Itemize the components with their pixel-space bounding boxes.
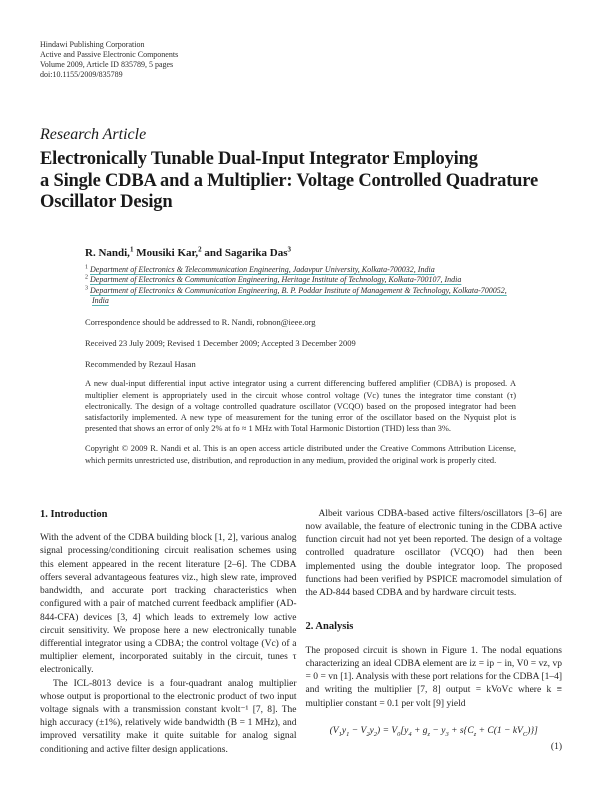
affiliation-3-marker: 3 [85,285,88,292]
introduction-paragraph-2: The ICL-8013 device is a four-quadrant analog multiplier whose output is proportional to the electronic product of two input voltage signals with a transmission constant kvolt⁻¹ [7, 8]. The high accuracy (±1%), relatively wide bandwidth (B = 1 MHz), and improved versatility make it quite suitable for analog signal conditioning and active filter design applications. [40,678,297,755]
equation-1-body: $(V_1y_1 - V_2y_2) = V_0[y_4 + g_z - y_3 + s\{C_z + C(1 - kV_C)\}]$ [329,725,538,738]
introduction-paragraph-3: Albeit various CDBA-based active filters/oscillators [3–6] are now available, the feature of electronic tuning in the CDBA active function circuit had not yet been reported. The design of a voltage controlled quadrature oscillator (VCQO) had then been implemented using the double integrator loop. The proposed functions had been verified by PSPICE macromodel simulation of the AD-844 based CDBA and by hardware circuit tests. [305,508,562,598]
author-name-2: Mousiki Kar, [133,246,199,259]
affiliation-3-link[interactable]: Department of Electronics & Communication Engineering, B. P. Poddar Institute of Management & Technology, Kolkata-700052, India [90,285,507,306]
journal-name: Active and Passive Electronic Components [40,50,179,59]
equation-1-number: (1) [550,741,562,752]
title-line-3: Oscillator Design [40,192,173,213]
affiliation-3 [85,286,516,307]
affiliation-2-link[interactable]: Department of Electronics & Communication Engineering, Heritage Institute of Technology, Kolkata-700107, India [90,275,462,285]
affiliation-list [85,265,516,307]
analysis-paragraph-1: The proposed circuit is shown in Figure 1. The nodal equations characterizing an ideal CDBA element are iz = ip − in, V0 = vz, vp = 0 = vn [1]. Analysis with these port relations for the CDBA [1–4] and writing the multiplier [7, 8] output = kVoVc where k ≡ multiplier constant = 0.1 per volt [9] yield [305,645,562,709]
left-column [40,508,297,757]
body-columns [40,508,562,757]
affiliation-1-link[interactable]: Department of Electronics & Telecommunication Engineering, Jadavpur University, Kolkata-700032, India [90,264,435,274]
author-list [85,247,516,259]
recommended-line: Recommended by Rezaul Hasan [85,359,196,370]
affiliation-2-marker: 2 [85,274,88,281]
correspondence-line [85,317,516,327]
right-column [306,508,563,757]
author-affil-ref-3: 3 [287,245,292,254]
publisher-name: Hindawi Publishing Corporation [40,40,145,49]
author-name-3: and Sagarika Das [201,246,288,259]
affiliation-2 [85,275,516,285]
affiliation-1-marker: 1 [85,264,88,271]
title-line-1: Electronically Tunable Dual-Input Integrator Employing [40,149,478,169]
affiliation-1 [85,265,516,275]
received-line: Received 23 July 2009; Revised 1 December 2009; Accepted 3 December 2009 [85,338,356,349]
publisher-header [40,40,562,80]
correspondence-text: Correspondence should be addressed to R. Nandi, [85,317,257,328]
correspondence-email-link[interactable]: robnon@ieee.org [256,317,316,328]
doi: doi:10.1155/2009/835789 [40,70,123,79]
title-line-2: a Single CDBA and a Multiplier: Voltage Controlled Quadrature [40,170,538,191]
article-type-label: Research Article [40,126,147,143]
introduction-paragraph-1: With the advent of the CDBA building block [1, 2], various analog signal processing/conditioning circuit realisation schemes using this element appeared in the recent literature [2–6]. The CDBA offers several advantageous features viz., high slew rate, improved bandwidth, and accurate port tracking characteristics when configured with a pair of matched current feedback amplifier (AD-844-CFA) devices [3, 4] which leads to extremely low active circuit sensitivity. We propose here a new electronically tunable differential integrator using a CDBA; the control voltage (Vc) of a multiplier element, incorporated suitably in the circuit, tunes τ electronically. [40,533,297,676]
volume-info: Volume 2009, Article ID 835789, 5 pages [40,60,174,69]
author-name-1: R. Nandi, [85,246,130,259]
equation-1 [306,725,563,754]
section-heading-analysis: 2. Analysis [305,621,354,633]
section-heading-introduction: 1. Introduction [40,508,108,520]
article-title [40,149,562,214]
author-affil-ref-2: 2 [198,245,202,254]
copyright-notice: Copyright © 2009 R. Nandi et al. This is an open access article distributed under the Creative Commons Attribution License, which permits unrestricted use, distribution, and reproduction in any medium, provided the original work is properly cited. [85,444,516,465]
author-affil-ref-1: 1 [129,245,134,254]
abstract: A new dual-input differential input active integrator using a current differencing buffered amplifier (CDBA) is proposed. A multiplier element is appropriately used in the circuit whose control voltage (Vc) tunes the integrator time constant (τ) electronically. The design of a voltage controlled quadrature oscillator (VCQO) based on the proposed integrator had been satisfactorily implemented. A new type of measurement for the tuning error of the oscillator based on the Nyquist plot is presented that shows an error of only 2% at fo ≈ 1 MHz with Total Harmonic Distortion (THD) less than 3%. [85,379,516,434]
